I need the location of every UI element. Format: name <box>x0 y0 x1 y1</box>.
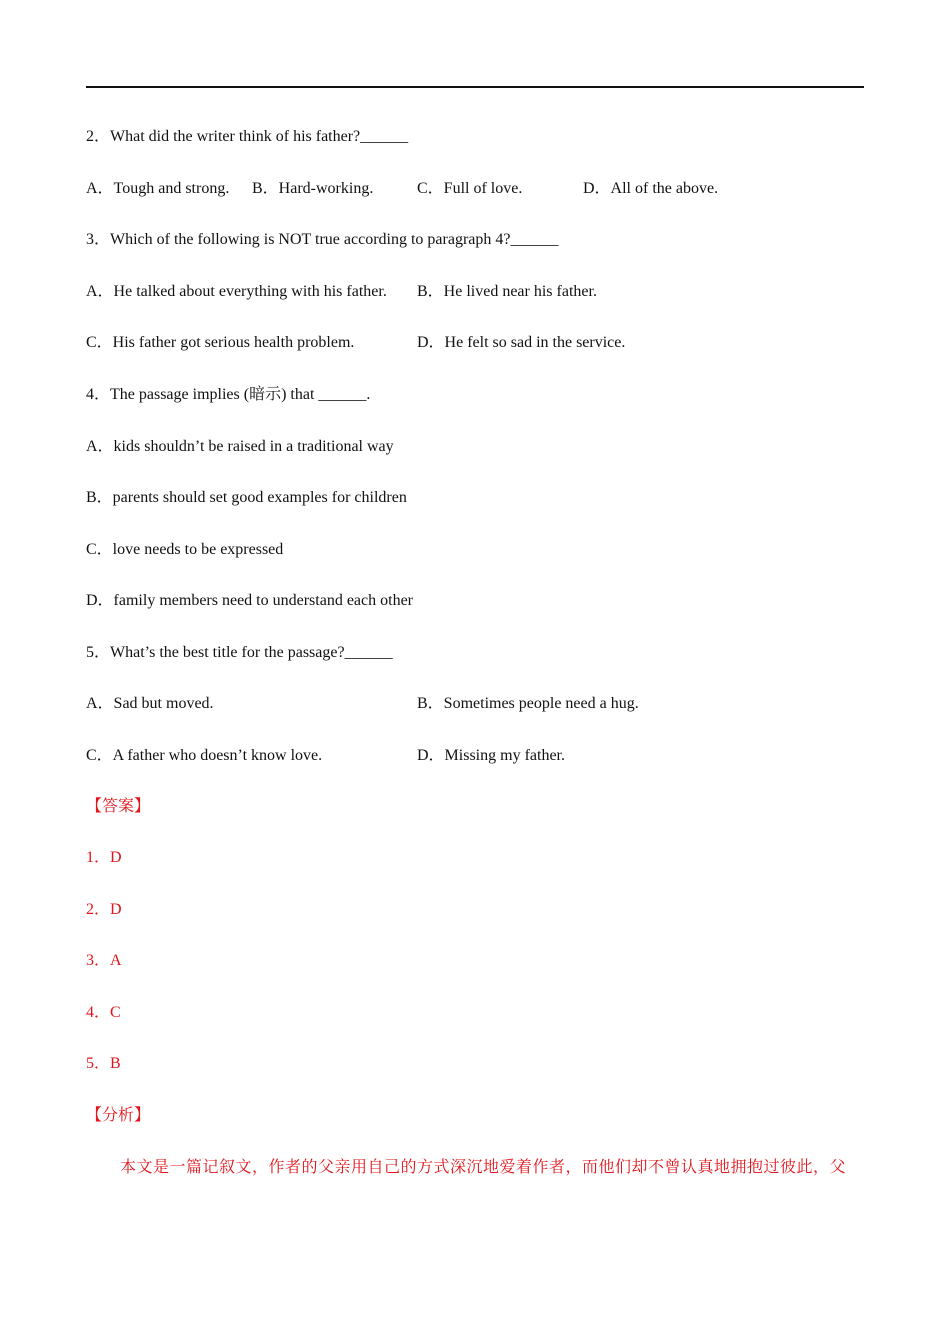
analysis-text: 本文是一篇记叙文，作者的父亲用自己的方式深沉地爱着作者，而他们却不曾认真地拥抱过彼此，父 <box>120 1157 847 1176</box>
header-rule <box>86 86 864 88</box>
question-4-option-d: D．family members need to understand each other <box>86 592 414 609</box>
question-5-option-c: C．A father who doesn’t know love. <box>86 747 323 764</box>
question-4-option-c: C．love needs to be expressed <box>86 541 284 558</box>
answer-item-3: 3．A <box>86 952 122 969</box>
question-2-option-a: A．Tough and strong. <box>86 180 230 197</box>
question-3-option-b: B．He lived near his father. <box>417 283 597 300</box>
question-2-stem: 2．What did the writer think of his father?______ <box>86 128 409 145</box>
question-2-option-c: C．Full of love. <box>417 180 523 197</box>
question-3-option-d: D．He felt so sad in the service. <box>417 334 626 351</box>
question-4-option-a: A．kids shouldn’t be raised in a traditional way <box>86 438 394 455</box>
question-4-stem: 4．The passage implies (暗示) that ______. <box>86 386 371 403</box>
question-3-stem: 3．Which of the following is NOT true according to paragraph 4?______ <box>86 231 559 248</box>
answer-item-4: 4．C <box>86 1004 121 1021</box>
answer-item-2: 2．D <box>86 901 122 918</box>
answer-item-1: 1．D <box>86 849 122 866</box>
question-2-option-d: D．All of the above. <box>583 180 719 197</box>
question-5-option-b: B．Sometimes people need a hug. <box>417 695 639 712</box>
question-5-option-a: A．Sad but moved. <box>86 695 214 712</box>
question-5-stem: 5．What’s the best title for the passage?______ <box>86 644 393 661</box>
question-3-option-c: C．His father got serious health problem. <box>86 334 355 351</box>
answer-heading: 【答案】 <box>86 798 151 815</box>
question-4-option-b: B．parents should set good examples for children <box>86 489 407 506</box>
analysis-heading: 【分析】 <box>86 1107 151 1124</box>
question-2-option-b: B．Hard-working. <box>252 180 374 197</box>
question-3-option-a: A．He talked about everything with his father. <box>86 283 387 300</box>
question-5-option-d: D．Missing my father. <box>417 747 565 764</box>
answer-item-5: 5．B <box>86 1055 121 1072</box>
